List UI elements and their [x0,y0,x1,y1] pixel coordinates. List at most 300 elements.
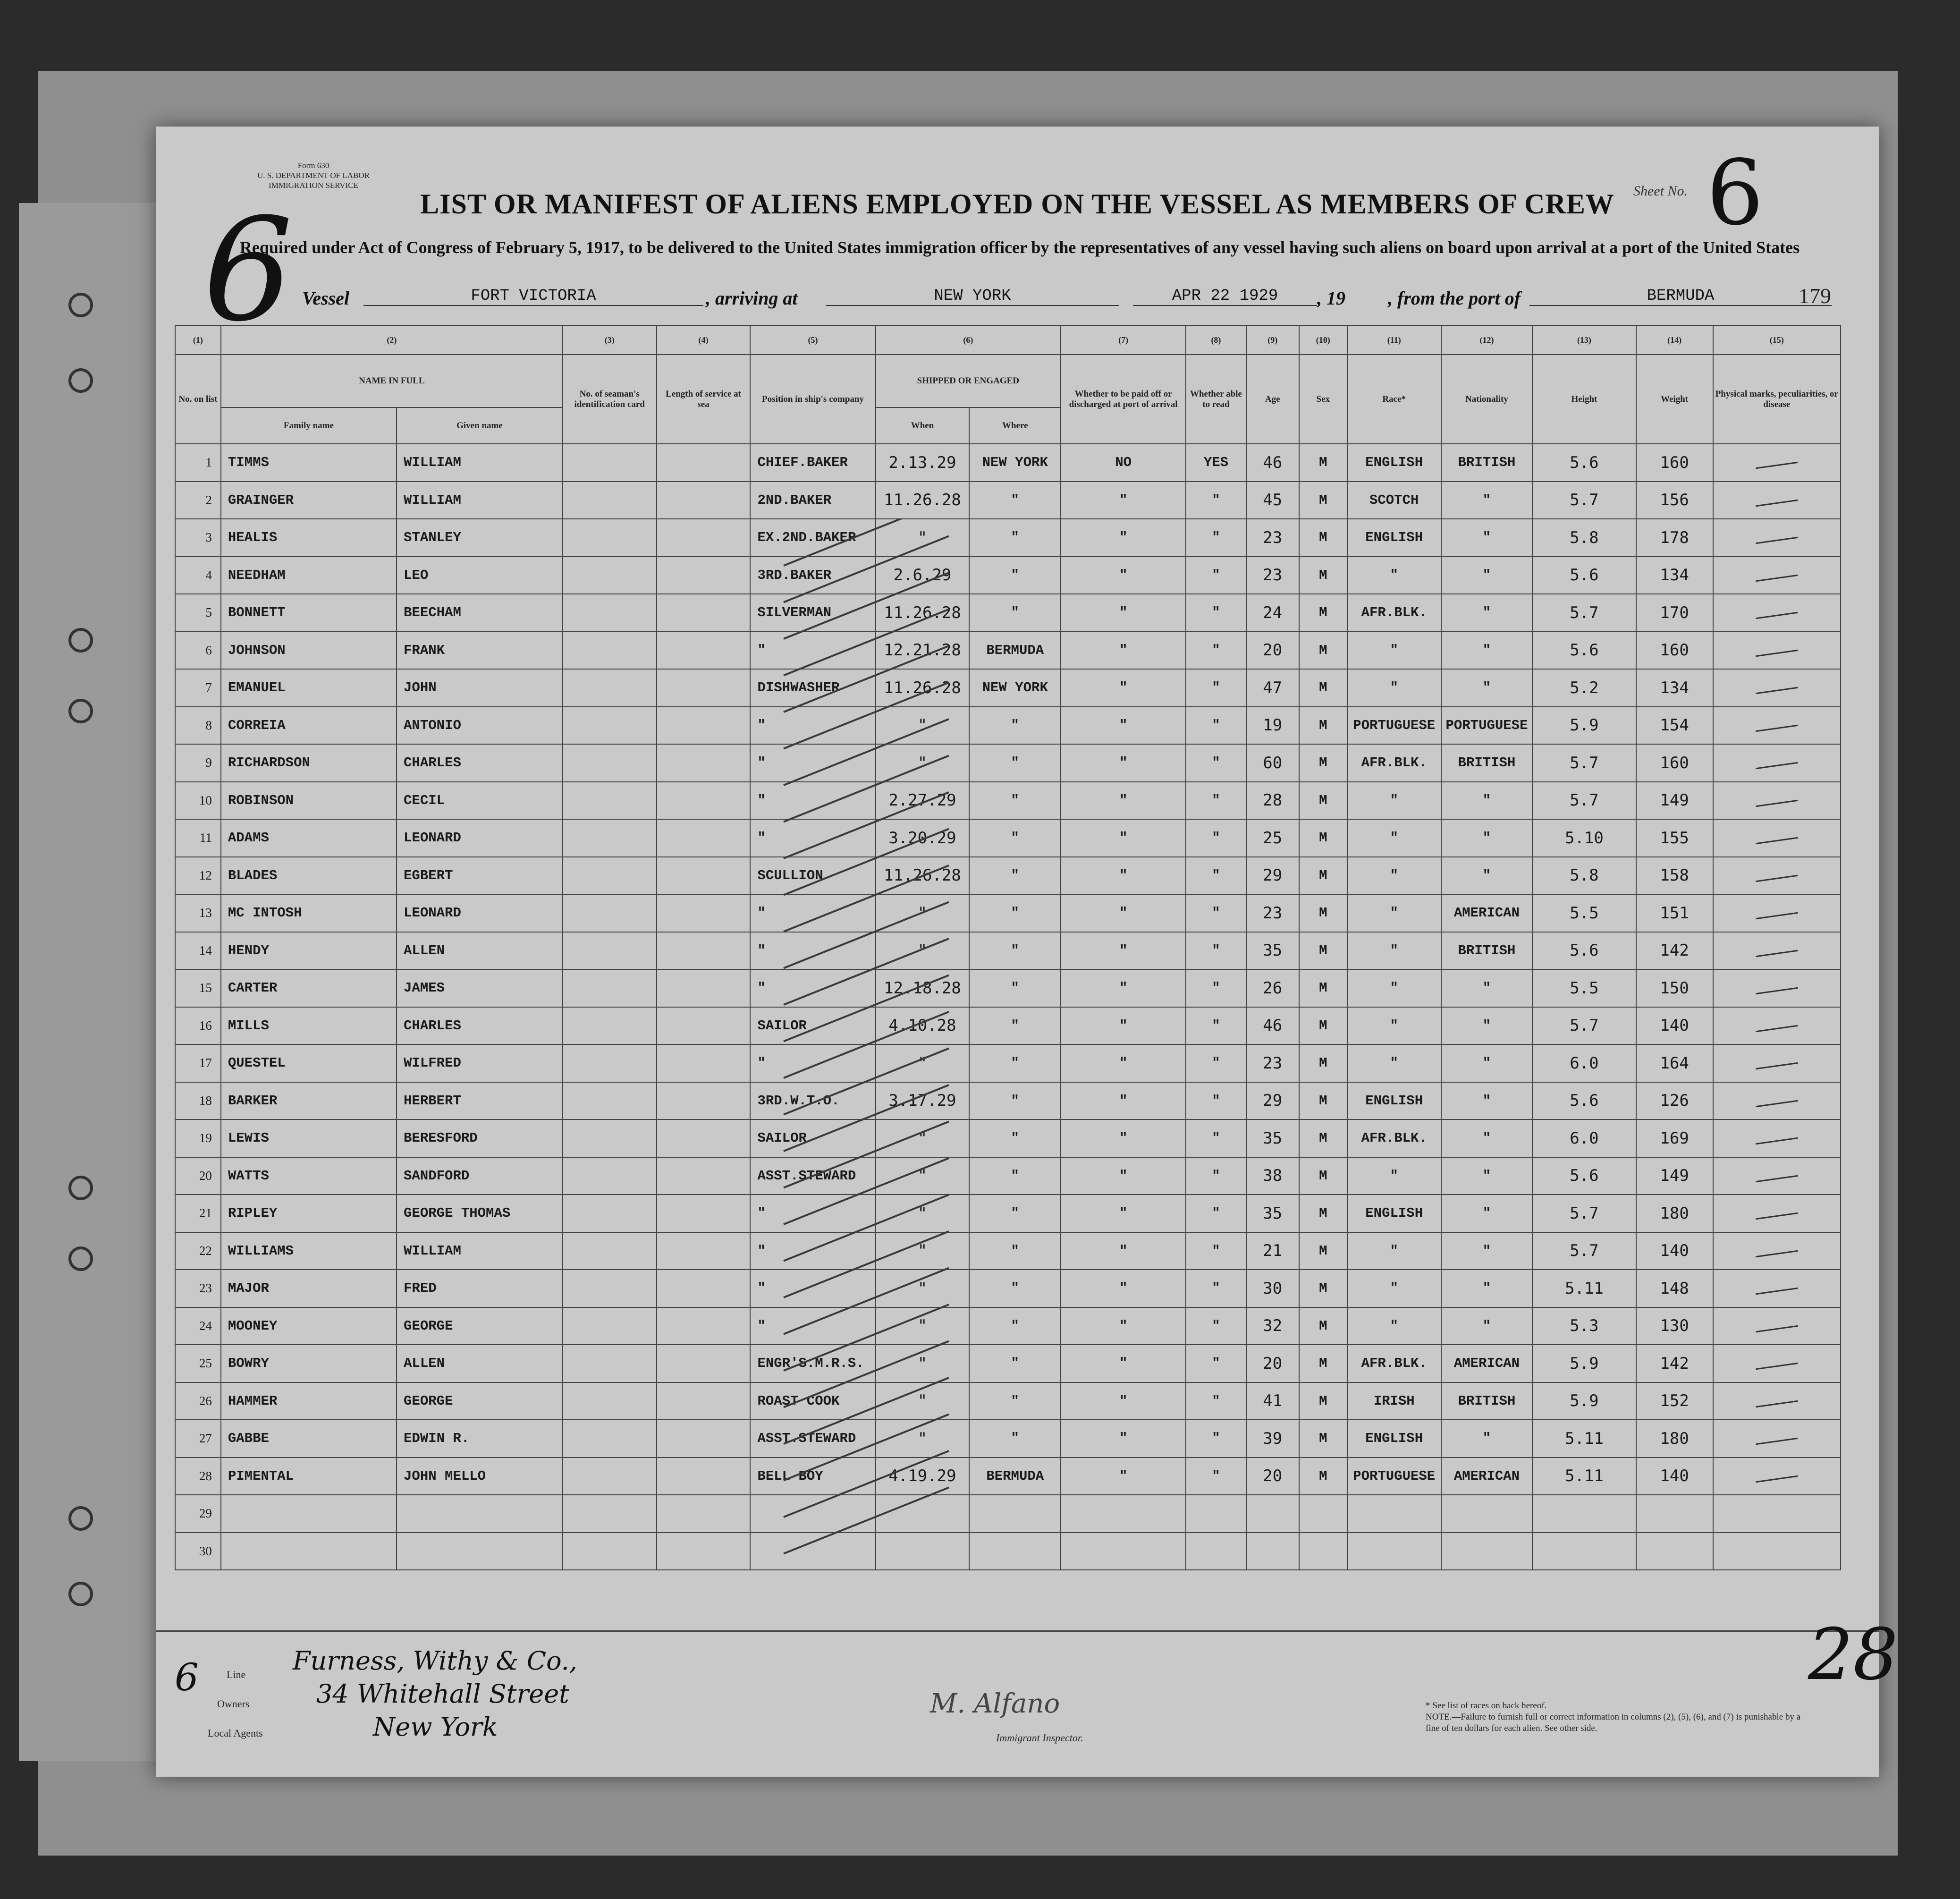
cell-family: WATTS [221,1157,397,1195]
cell-id [563,707,657,745]
header-race: Race* [1347,355,1441,444]
cell-id [563,857,657,895]
cell-position: " [750,782,875,820]
check-mark [1756,1025,1798,1032]
cell-height: 5.6 [1532,932,1636,970]
cell-family: BARKER [221,1082,397,1120]
cell-id [563,1195,657,1232]
cell-height: 5.5 [1532,969,1636,1007]
check-mark [1756,462,1798,469]
cell-position: SILVERMAN [750,594,875,632]
cell-sex: M [1299,632,1347,670]
strike-line [784,646,949,712]
cell-nat: BRITISH [1441,444,1533,482]
cell-height: 5.7 [1532,1195,1636,1232]
cell-age: 20 [1246,632,1299,670]
cell-height: 5.2 [1532,669,1636,707]
header-paid-off: Whether to be paid off or discharged at port of arrival [1061,355,1186,444]
cell-given: FRED [397,1270,563,1307]
cell-when: 11.26.28 [876,857,970,895]
cell-weight: 134 [1636,669,1713,707]
cell-when: 11.26.28 [876,482,970,519]
cell-position: ENGR'S.M.R.S. [750,1345,875,1382]
col-number: (4) [657,325,751,355]
strike-line [784,829,949,895]
cell-position: " [750,744,875,782]
cell-given: JOHN [397,669,563,707]
cell-marks [1713,444,1841,482]
cell-where: BERMUDA [969,632,1061,670]
cell-age: 20 [1246,1458,1299,1495]
header-height: Height [1532,355,1636,444]
header-when: When [876,407,970,444]
cell-weight [1636,1533,1713,1570]
cell-race [1347,1533,1441,1570]
cell-age: 46 [1246,1007,1299,1045]
cell-id [563,1420,657,1458]
cell-position: " [750,819,875,857]
cell-paid: " [1061,1157,1186,1195]
cell-where: " [969,1119,1061,1157]
strike-line [784,756,949,822]
cell-family [221,1533,397,1570]
cell-no: 7 [175,669,221,707]
cell-position: SAILOR [750,1119,875,1157]
cell-where: " [969,969,1061,1007]
cell-nat: " [1441,482,1533,519]
cell-no: 11 [175,819,221,857]
table-row [175,669,1841,707]
cell-marks [1713,594,1841,632]
cell-read: " [1186,594,1246,632]
cell-paid: " [1061,744,1186,782]
cell-read: " [1186,557,1246,594]
strike-line [784,1378,949,1444]
table-row [175,1345,1841,1382]
cell-position: " [750,1270,875,1307]
cell-marks [1713,632,1841,670]
cell-len [657,1157,751,1195]
table-row [175,932,1841,970]
cell-id [563,1119,657,1157]
table-row [175,1495,1841,1533]
cell-sex [1299,1495,1347,1533]
cell-id [563,519,657,557]
cell-paid: " [1061,1007,1186,1045]
cell-age: 45 [1246,482,1299,519]
table-row [175,557,1841,594]
strike-line [784,1085,949,1151]
id-card-strikethrough-lines [779,518,954,1652]
cell-paid: " [1061,1044,1186,1082]
cell-where: NEW YORK [969,669,1061,707]
table-row [175,519,1841,557]
cell-len [657,1119,751,1157]
cell-position: " [750,707,875,745]
cell-len [657,1195,751,1232]
cell-height: 5.10 [1532,819,1636,857]
cell-paid: " [1061,557,1186,594]
cell-len [657,969,751,1007]
check-mark [1756,1438,1798,1445]
cell-marks [1713,707,1841,745]
cell-id [563,1345,657,1382]
cell-height: 5.5 [1532,894,1636,932]
cell-where: " [969,482,1061,519]
cell-id [563,1082,657,1120]
cell-age: 60 [1246,744,1299,782]
cell-given: CHARLES [397,744,563,782]
col-number: (10) [1299,325,1347,355]
cell-sex: M [1299,1082,1347,1120]
cell-given: WILLIAM [397,444,563,482]
cell-marks [1713,1307,1841,1345]
cell-sex: M [1299,1420,1347,1458]
cell-id [563,1307,657,1345]
cell-no: 12 [175,857,221,895]
table-row [175,819,1841,857]
from-label: , from the port of [1388,288,1521,309]
cell-weight: 178 [1636,519,1713,557]
cell-family [221,1495,397,1533]
cell-id [563,894,657,932]
cell-given: CHARLES [397,1007,563,1045]
cell-race: ENGLISH [1347,444,1441,482]
cell-paid: " [1061,669,1186,707]
cell-no: 2 [175,482,221,519]
cell-no: 20 [175,1157,221,1195]
cell-position: " [750,1195,875,1232]
cell-age: 39 [1246,1420,1299,1458]
cell-where: NEW YORK [969,444,1061,482]
cell-read: " [1186,1082,1246,1120]
cell-given: FRANK [397,632,563,670]
strike-line [784,1122,949,1188]
cell-race: " [1347,1270,1441,1307]
cell-no: 15 [175,969,221,1007]
cell-no: 14 [175,932,221,970]
cell-position: ASST.STEWARD [750,1420,875,1458]
cell-height: 5.9 [1532,707,1636,745]
cell-family: LEWIS [221,1119,397,1157]
cell-read: " [1186,744,1246,782]
cell-id [563,782,657,820]
cell-len [657,819,751,857]
cell-race: AFR.BLK. [1347,1345,1441,1382]
cell-paid: " [1061,1270,1186,1307]
cell-len [657,1232,751,1270]
cell-when: 4.19.29 [876,1458,970,1495]
cell-marks [1713,969,1841,1007]
cell-given: LEO [397,557,563,594]
cell-no: 5 [175,594,221,632]
cell-given: EDWIN R. [397,1420,563,1458]
header-family-name: Family name [221,407,397,444]
cell-position: " [750,1307,875,1345]
strike-line [784,902,949,968]
cell-when: " [876,1270,970,1307]
cell-where: BERMUDA [969,1458,1061,1495]
table-row [175,1533,1841,1570]
table-row [175,707,1841,745]
strike-line [784,1012,949,1078]
cell-race: " [1347,932,1441,970]
cell-race: ENGLISH [1347,1195,1441,1232]
strike-line [784,1049,949,1115]
cell-marks [1713,1157,1841,1195]
cell-race [1347,1495,1441,1533]
cell-id [563,1270,657,1307]
agent-city: New York [373,1712,498,1742]
cell-given: WILLIAM [397,482,563,519]
cell-weight: 149 [1636,1157,1713,1195]
cell-race: " [1347,1307,1441,1345]
cell-position: SCULLION [750,857,875,895]
cell-marks [1713,782,1841,820]
strike-line [784,1305,949,1371]
strike-line [784,1451,949,1517]
cell-sex: M [1299,557,1347,594]
check-mark [1756,837,1798,844]
strike-line [784,1415,949,1481]
cell-paid: " [1061,1082,1186,1120]
cell-read: " [1186,1044,1246,1082]
cell-given: JOHN MELLO [397,1458,563,1495]
cell-len [657,557,751,594]
cell-read [1186,1533,1246,1570]
col-number: (2) [221,325,563,355]
table-row [175,782,1841,820]
cell-paid: " [1061,1458,1186,1495]
cell-marks [1713,1458,1841,1495]
cell-family: ROBINSON [221,782,397,820]
cell-nat: " [1441,1007,1533,1045]
cell-read: YES [1186,444,1246,482]
cell-marks [1713,1382,1841,1420]
table-row [175,632,1841,670]
cell-age: 35 [1246,1195,1299,1232]
cell-height [1532,1533,1636,1570]
corner-handwritten-mark: 6 [203,188,293,353]
table-row [175,1157,1841,1195]
check-mark [1756,725,1798,732]
cell-family: MC INTOSH [221,894,397,932]
col-number: (15) [1713,325,1841,355]
cell-len [657,1458,751,1495]
cell-height: 5.7 [1532,782,1636,820]
cell-family: MAJOR [221,1270,397,1307]
cell-where: " [969,1007,1061,1045]
cell-sex: M [1299,1195,1347,1232]
cell-len [657,1307,751,1345]
cell-paid: " [1061,594,1186,632]
cell-nat: AMERICAN [1441,894,1533,932]
cell-race: " [1347,1232,1441,1270]
footer-notes [1426,1700,1803,1734]
cell-id [563,1382,657,1420]
col-number: (12) [1441,325,1533,355]
cell-height: 5.6 [1532,444,1636,482]
header-weight: Weight [1636,355,1713,444]
cell-weight: 142 [1636,1345,1713,1382]
cell-when: 2.27.29 [876,782,970,820]
cell-len [657,1082,751,1120]
strike-line [784,719,949,785]
cell-sex [1299,1533,1347,1570]
sheet-number-label: Sheet No. [1633,183,1688,199]
cell-sex: M [1299,1044,1347,1082]
cell-where: " [969,894,1061,932]
table-row [175,894,1841,932]
cell-race: " [1347,782,1441,820]
cell-height: 5.7 [1532,594,1636,632]
cell-height: 5.6 [1532,632,1636,670]
strike-line [784,939,949,1005]
cell-read: " [1186,519,1246,557]
cell-sex: M [1299,744,1347,782]
arriving-label: , arriving at [706,288,798,309]
cell-paid: NO [1061,444,1186,482]
cell-family: ADAMS [221,819,397,857]
cell-family: PIMENTAL [221,1458,397,1495]
cell-where: " [969,819,1061,857]
cell-len [657,1044,751,1082]
cell-id [563,1495,657,1533]
vessel-label: Vessel [302,288,349,309]
strike-line [784,975,949,1042]
cell-where: " [969,1232,1061,1270]
cell-no: 16 [175,1007,221,1045]
cell-weight: 152 [1636,1382,1713,1420]
header-id-card: No. of seaman's identification card [563,355,657,444]
cell-read: " [1186,1119,1246,1157]
cell-paid: " [1061,707,1186,745]
cell-sex: M [1299,1382,1347,1420]
cell-when: " [876,744,970,782]
cell-family: CARTER [221,969,397,1007]
cell-height: 5.6 [1532,1082,1636,1120]
check-mark [1756,575,1798,582]
cell-position: 2ND.BAKER [750,482,875,519]
cell-when: " [876,1232,970,1270]
cell-read [1186,1495,1246,1533]
check-mark [1756,650,1798,657]
owners-label: Owners [217,1698,250,1710]
cell-marks [1713,669,1841,707]
cell-paid: " [1061,1195,1186,1232]
cell-paid: " [1061,969,1186,1007]
cell-race: " [1347,1044,1441,1082]
cell-race: SCOTCH [1347,482,1441,519]
cell-id [563,1044,657,1082]
cell-nat: " [1441,1082,1533,1120]
cell-given: ALLEN [397,1345,563,1382]
cell-race: ENGLISH [1347,1082,1441,1120]
cell-given: EGBERT [397,857,563,895]
table-row [175,1307,1841,1345]
line-label: Line [227,1669,246,1680]
cell-position: " [750,969,875,1007]
cell-weight: 180 [1636,1420,1713,1458]
cell-paid: " [1061,782,1186,820]
cell-position: " [750,632,875,670]
cell-weight: 164 [1636,1044,1713,1082]
check-mark [1756,1363,1798,1370]
cell-position: " [750,1044,875,1082]
cell-age: 23 [1246,894,1299,932]
cell-read: " [1186,669,1246,707]
table-row [175,1420,1841,1458]
cell-race: " [1347,894,1441,932]
cell-read: " [1186,632,1246,670]
cell-height: 5.7 [1532,744,1636,782]
cell-read: " [1186,1458,1246,1495]
cell-age: 41 [1246,1382,1299,1420]
cell-weight: 148 [1636,1270,1713,1307]
cell-paid: " [1061,632,1186,670]
total-count-handwritten: 28 [1808,1614,1898,1696]
cell-nat [1441,1495,1533,1533]
cell-height: 5.3 [1532,1307,1636,1345]
cell-len [657,1007,751,1045]
cell-read: " [1186,1307,1246,1345]
cell-age: 29 [1246,857,1299,895]
strike-line [784,1341,949,1407]
cell-where: " [969,1420,1061,1458]
cell-age: 26 [1246,969,1299,1007]
cell-no: 26 [175,1382,221,1420]
cell-given: GEORGE [397,1382,563,1420]
cell-sex: M [1299,969,1347,1007]
table-row [175,444,1841,482]
form-header-block [257,161,370,190]
cell-no: 25 [175,1345,221,1382]
crew-manifest-table [175,325,1841,1570]
cell-sex: M [1299,1307,1347,1345]
cell-when: " [876,1044,970,1082]
cell-age [1246,1495,1299,1533]
check-mark [1756,687,1798,694]
cell-len [657,857,751,895]
cell-height: 5.7 [1532,1007,1636,1045]
cell-no: 4 [175,557,221,594]
cell-when: 12.21.28 [876,632,970,670]
cell-height: 5.8 [1532,857,1636,895]
cell-marks [1713,1232,1841,1270]
cell-no: 6 [175,632,221,670]
cell-weight: 154 [1636,707,1713,745]
cell-marks [1713,1270,1841,1307]
cell-weight: 149 [1636,782,1713,820]
cell-no: 30 [175,1533,221,1570]
cell-nat: BRITISH [1441,932,1533,970]
cell-paid [1061,1495,1186,1533]
cell-marks [1713,1495,1841,1533]
cell-paid: " [1061,519,1186,557]
cell-where [969,1533,1061,1570]
cell-read: " [1186,782,1246,820]
cell-height: 5.8 [1532,519,1636,557]
cell-id [563,594,657,632]
cell-race: " [1347,1157,1441,1195]
table-row [175,1270,1841,1307]
cell-family: WILLIAMS [221,1232,397,1270]
cell-when: 2.6.29 [876,557,970,594]
cell-given: LEONARD [397,894,563,932]
cell-when: " [876,1345,970,1382]
cell-when: 3.17.29 [876,1082,970,1120]
cell-read: " [1186,819,1246,857]
